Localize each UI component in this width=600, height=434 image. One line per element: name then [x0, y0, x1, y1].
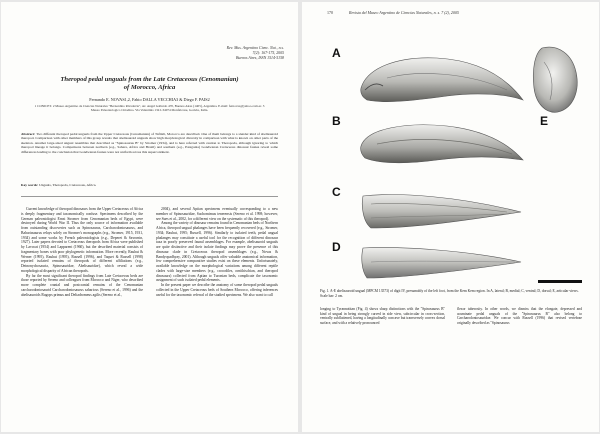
running-header: Revista del Museo Argentino de Ciencias Naturales, n. s. 7 (2), 2005 — [349, 10, 459, 15]
paragraph: Among the variety of dinosaur remains found in Cenomanian beds of Northern Africa, theropod ungual phalanges have been frequently recovered (e.g., Stromer, 1934; Rauhut, 1995; Russell, 1996). Similarly to isolated teeth, pedal ungual phalanges may constitute a useful tool for the recognition of different dinosaur taxa in poorly preserved faunal assemblages. For example, abelisauroid unguals are quite distinctive and their isolate findings may prove the presence of this dinosaur clade in Cretaceous theropod assemblages (e.g., Novas & Bandyopadhyay, 2001). Although unguals offer valuable anatomical information, few comprehensive comparative studies exist on these elements. Unfortunately, available knowledge on the morphological variations among different reptile clades with large-size members (e.g., crocodiles, ornithischian, and theropod dinosaurs) collected from Aptian to Turonian beds, complicate the taxonomic assignment of such isolated pedal elements. — [156, 221, 278, 283]
title-line: Theropod pedal unguals from the Late Cretaceous (Cenomanian) — [60, 76, 239, 83]
keywords-text: Unguals, Theropoda, Cretaceous, Africa. — [39, 183, 97, 187]
scale-bar — [538, 280, 582, 283]
right-page — [302, 2, 599, 432]
left-page — [1, 2, 298, 432]
keywords — [21, 183, 278, 187]
abstract-text: Two different theropod pedal unguals from the Upper Cretaceous (Cenomanian) of Tafilalt, Morocco are described. One of them belongs to a slender kind of abelisauroid theropod. Comparison with other members of this group reveals that abelisauroid unguals show high morphological diversity in comparison with what is known on other parts of the skeleton. Another large-sized ungual resembles that described as "Spinosaurus B" by Stromer (1934), and is here referred with caution to Theropoda, although ignoring to which theropod lineage it belongs. Comparisons between northern (e.g., Sahara, Africa and Brazil) and southern (e.g., Patagonia) Gondwanan Cretaceous dinosaur faunas reveal some differences leading to the conclusion that Gondwanan faunas were not uniform across this supercontinent. — [21, 132, 278, 154]
figure-label-c: C — [332, 185, 341, 199]
journal-citation — [227, 46, 284, 61]
article-title — [21, 76, 278, 92]
right-body-column-2: flexor tuberosity. In other words, we dismiss that the elongate, depressed and acuminate pedal unguals of the "Spinosaurus B" also belong to Carcharodontosauridae. We concur with Russell (1996) that revised vertebrae originally described as "Spinosaurus — [457, 307, 582, 325]
journal-line: 7(2): 167-175, 2005 — [252, 50, 284, 55]
paragraph: By far the most significant theropod findings from Late Cretaceous beds are those reported by Sereno and colleagues from Morocco and Niger, who described more complete cranial and postcranial remains of the Cenomanian carcharodontosaurid Carcharodontosaurus saharicus (Sereno et al., 1996) and the abelisauroids Rugops primus and Deltadromeus agilis (Sereno et al., — [21, 273, 143, 297]
paragraph: Current knowledge of theropod dinosaurs from the Upper Cretaceous of Africa is deeply fragmentary and taxonomically confuse. Specimens described by the German paleontologist Ernst Stromer from Cenomanian beds of Egypt, were destroyed during World War II. Thus the only source of information available from outstanding discoveries such as Spinosaurus, Carcharodontosaurus, and Bahariasaurus relays solely on Stromer's monographs (e.g., Stromer, 1915, 1931, 1934) and some works by French paleontologists (e.g., Deperet & Savornin, 1927). Later papers devoted to Cretaceous theropods from Africa were published by Lavocat (1954) and Lapparent (1960), but the described material consists of fragmentary bones with poor phylogenetic information. More recently, Rauhut & Werner (1995), Rauhut (1995), Russell (1996), and Taquet & Russell (1998) reported isolated remains of theropods of different affiliations (e.g., Deinonychosauria, Spinosauridae, Abelisauridae), which reveal a wide morphological disparity of African theropods. — [21, 207, 143, 273]
figure-label-a: A — [332, 46, 341, 60]
paragraph: In the present paper we describe the anatomy of some theropod pedal unguals collected in the Upper Cretaceous beds of Southern Morocco, offering inferences useful for the taxonomic referral of the studied specimens. We also want to call — [156, 283, 278, 297]
keywords-label: Key words: — [21, 183, 39, 187]
figure-label-e: E — [540, 114, 549, 128]
body-column-1 — [21, 207, 143, 297]
figure-caption: Fig. 1. A-E abelisauroid ungual (MPCM 13573) of digit IV, presumably of the left foot, from the Kem Kem region. In A, lateral; B, medial; C, ventral; D, dorsal; E, articular views. Scale bar: 2 cm. — [320, 289, 579, 298]
page-number: 170 — [327, 10, 333, 15]
journal-line: Buenos Aires, ISSN 1514-5158 — [236, 55, 284, 60]
journal-line: Rev. Mus. Argentino Cienc. Nat., n.s. — [226, 46, 284, 50]
figure-label-d: D — [332, 240, 341, 254]
section-divider — [21, 196, 278, 197]
abstract — [21, 132, 278, 154]
ungual-medial-view — [357, 116, 527, 172]
authors: Fernando E. NOVAS1,2, Fabio DALLA VECCHIA3 & Diego F. PAIS2 — [89, 97, 210, 102]
ungual-dorsal-view — [357, 240, 527, 284]
paragraph: 2004), and several Aptian specimens eventually corresponding to a new member of Spinosauridae, Suchomimus tenerensis (Sereno et al. 1998; however, see Sues et al., 2002, for a different view on the systematic of this theropod). — [156, 207, 278, 221]
affiliation: 1 CONICET. 2 Museo Argentino de Ciencias Naturales "Bernardino Rivadavia", Av. Angel Gallardo 470, Buenos Aires (1405), Argentina. E-mail: fernovas@yahoo.com.ar. 3 Museo Paleontologico Cittadino. Via Valentinis 134 I-34074 Monfalcone, Gorizia, Italia. — [34, 104, 265, 113]
abstract-label: Abstract: — [21, 132, 36, 136]
ungual-articular-view — [528, 42, 584, 116]
ungual-ventral-view — [357, 186, 527, 236]
body-column-2 — [156, 207, 278, 297]
ungual-lateral-view — [357, 48, 527, 112]
title-line: of Morocco, Africa — [123, 84, 176, 91]
figure-label-b: B — [332, 114, 341, 128]
right-body-column-1: longing to Tyrannotitan (Fig. 4) shows sharp distinctions with the "Spinosaurus B" kind of ungual in being strongly curved in side view, subcircular in cross-section, ventrally subflattened, having a longitudinally concave but transversely convex dorsal surface, and with a relatively pronounced — [320, 307, 445, 325]
